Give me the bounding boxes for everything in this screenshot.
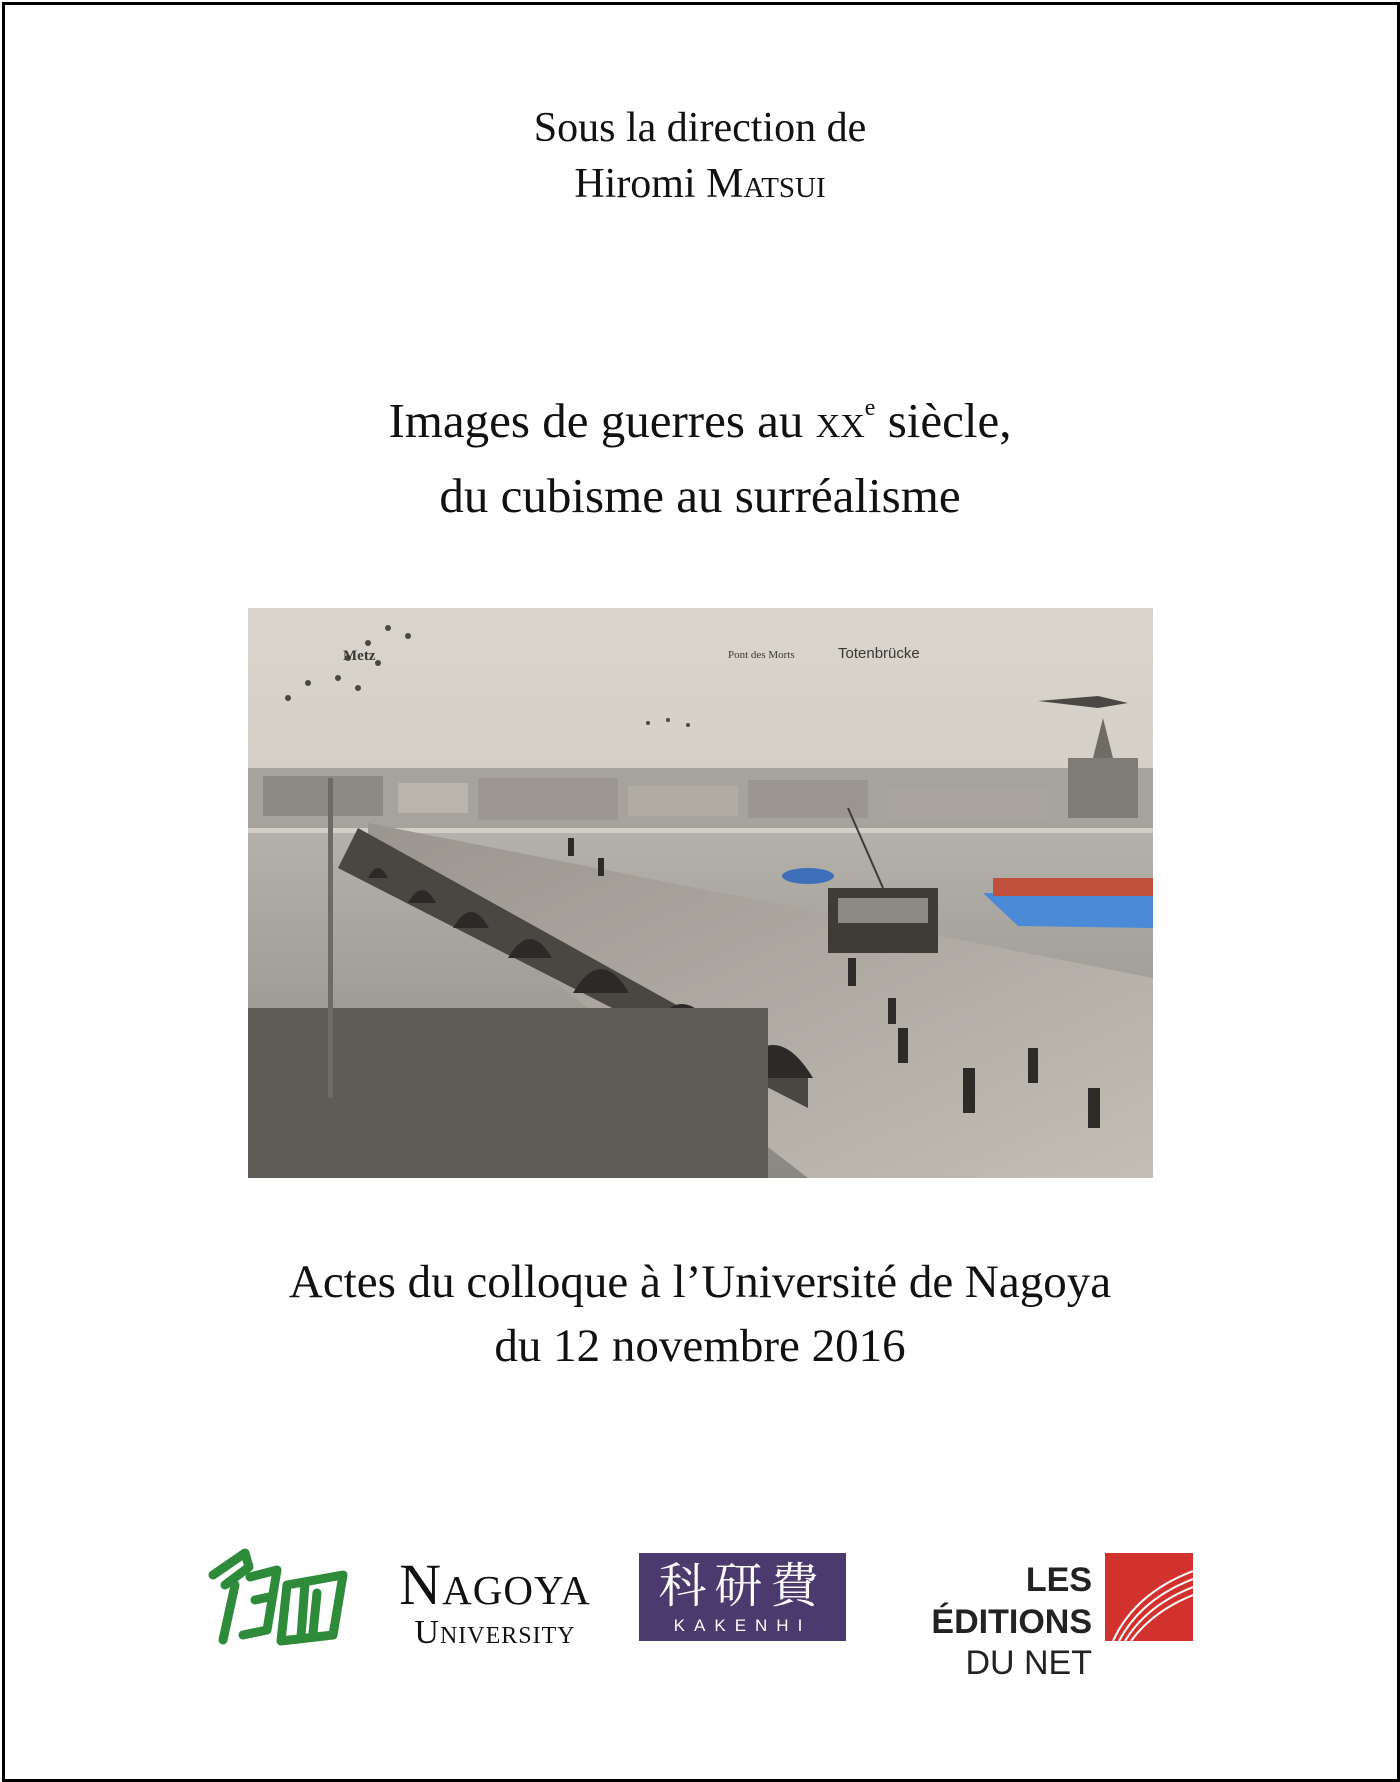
proceedings-line-1: Actes du colloque à l’Université de Nagoya [288,1256,1112,1308]
title-century: xx [815,393,865,448]
editor-name [0,156,1400,212]
title-line-1 [0,383,1400,458]
conference-proceedings [0,1250,1400,1378]
book-title [0,383,1400,533]
lamp-post [328,778,333,1098]
kakenhi-kanji: 科研費 [658,1558,827,1614]
nagoya-emblem-icon [205,1545,355,1650]
cover-photo-postcard [248,608,1153,1178]
editions-du-net-mark-icon [1105,1553,1193,1641]
proceedings-line-2: du 12 novembre 2016 [494,1320,906,1372]
title-line-2: du cubisme au surréalisme [439,468,961,523]
editions-line-1: LES ÉDITIONS [931,1561,1092,1641]
postcard-caption-metz: Metz [343,648,376,664]
postcard-caption-totenbrucke: Totenbrücke [838,645,920,662]
postcard-caption-pont: Pont des Morts [728,649,795,661]
editor-first-name: Hiromi [574,161,696,207]
editions-line-2: DU NET [965,1644,1092,1682]
kakenhi-logo [639,1553,846,1641]
publisher-logos [0,1545,1400,1682]
editor-label: Sous la direction de [533,105,867,151]
editor-credit [0,100,1400,212]
nagoya-name: Nagoya [399,1552,591,1617]
editor-last-name: Matsui [706,161,826,207]
postcard-image [248,608,1153,1178]
title-part-1: Images de guerres au [388,393,816,448]
small-boat [782,868,834,884]
nagoya-university-label: University [414,1614,576,1651]
editions-du-net-wordmark [862,1559,1092,1683]
riverbank [248,1008,768,1178]
title-century-sup: e [864,395,876,421]
title-part-2: siècle, [875,393,1012,448]
nagoya-university-wordmark [370,1552,620,1651]
kakenhi-roman: KAKENHI [673,1616,812,1635]
